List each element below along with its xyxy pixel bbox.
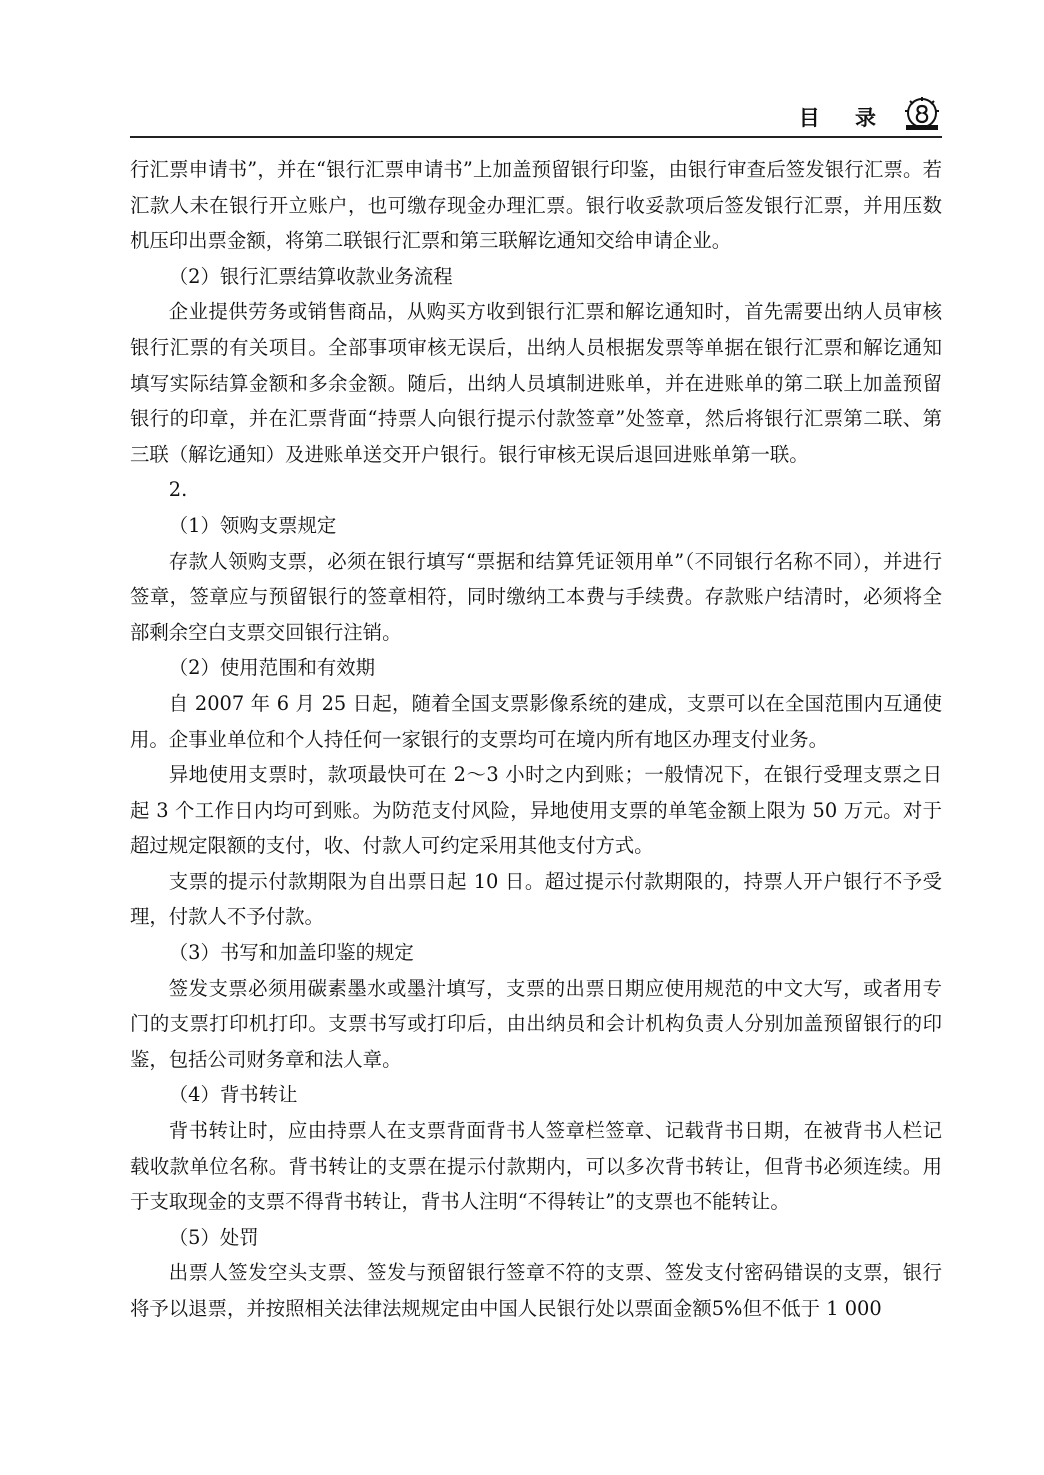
paragraph: 自 2007 年 6 月 25 日起，随着全国支票影像系统的建成，支票可以在全国范围内互通使用。企事业单位和个人持任何一家银行的支票均可在境内所有地区办理支付业务。 [130,691,942,751]
paragraph: 出票人签发空头支票、签发与预留银行签章不符的支票、签发支付密码错误的支票，银行将予以退票，并按照相关法律法规规定由中国人民银行处以票面金额5%但不低于 1 000 [130,1261,942,1320]
subheading: （4）背书转让 [168,1083,298,1107]
subheading: （2）银行汇票结算收款业务流程 [168,264,453,288]
subheading: （5）处罚 [168,1225,259,1249]
subheading: （2）使用范围和有效期 [168,656,376,680]
subheading: （1）领购支票规定 [168,513,337,537]
paragraph: 支票的提示付款期限为自出票日起 10 日。超过提示付款期限的，持票人开户银行不予受理，付款人不予付款。 [130,869,942,929]
paragraph: 企业提供劳务或销售商品，从购买方收到银行汇票和解讫通知时，首先需要出纳人员审核银行汇票的有关项目。全部事项审核无误后，出纳人员根据发票等单据在银行汇票和解讫通知填写实际结算金额和多余金额。随后，出纳人员填制进账单，并在进账单的第二联上加盖预留银行的印章，并在汇票背面“持票人向银行提示付款签章”处签章，然后将银行汇票第二联、第三联（解讫通知）及进账单送交开户银行。银行审核无误后退回进账单第一联。 [130,300,942,466]
publisher-logo-icon [902,96,942,132]
paragraph: 签发支票必须用碳素墨水或墨汁填写，支票的出票日期应使用规范的中文大写，或者用专门的支票打印机打印。支票书写或打印后，由出纳员和会计机构负责人分别加盖预留银行的印鉴，包括公司财务章和法人章。 [130,976,942,1071]
paragraph: 异地使用支票时，款项最快可在 2～3 小时之内到账；一般情况下，在银行受理支票之日起 3 个工作日内均可到账。为防范支付风险，异地使用支票的单笔金额上限为 50 万元。对于超过规定限额的支付，收、付款人可约定采用其他支付方式。 [130,763,942,858]
paragraph: 存款人领购支票，必须在银行填写“票据和结算凭证领用单”（不同银行名称不同），并进行签章，签章应与预留银行的签章相符，同时缴纳工本费与手续费。存款账户结清时，必须将全部剩余空白支票交回银行注销。 [130,549,942,644]
section-number: 2. [168,478,188,502]
page-header [130,96,942,138]
page-body [130,152,942,1327]
paragraph: 背书转让时，应由持票人在支票背面背书人签章栏签章、记载背书日期，在被背书人栏记载收款单位名称。背书转让的支票在提示付款期内，可以多次背书转让，但背书必须连续。用于支取现金的支票不得背书转让，背书人注明“不得转让”的支票也不能转让。 [130,1119,942,1214]
header-title: 目 录 [798,106,890,130]
paragraph-continuation: 行汇票申请书”，并在“银行汇票申请书”上加盖预留银行印鉴，由银行审查后签发银行汇票。若汇款人未在银行开立账户，也可缴存现金办理汇票。银行收妥款项后签发银行汇票，并用压数机压印出票金额，将第二联银行汇票和第三联解讫通知交给申请企业。 [130,158,942,253]
subheading: （3）书写和加盖印鉴的规定 [168,941,414,965]
